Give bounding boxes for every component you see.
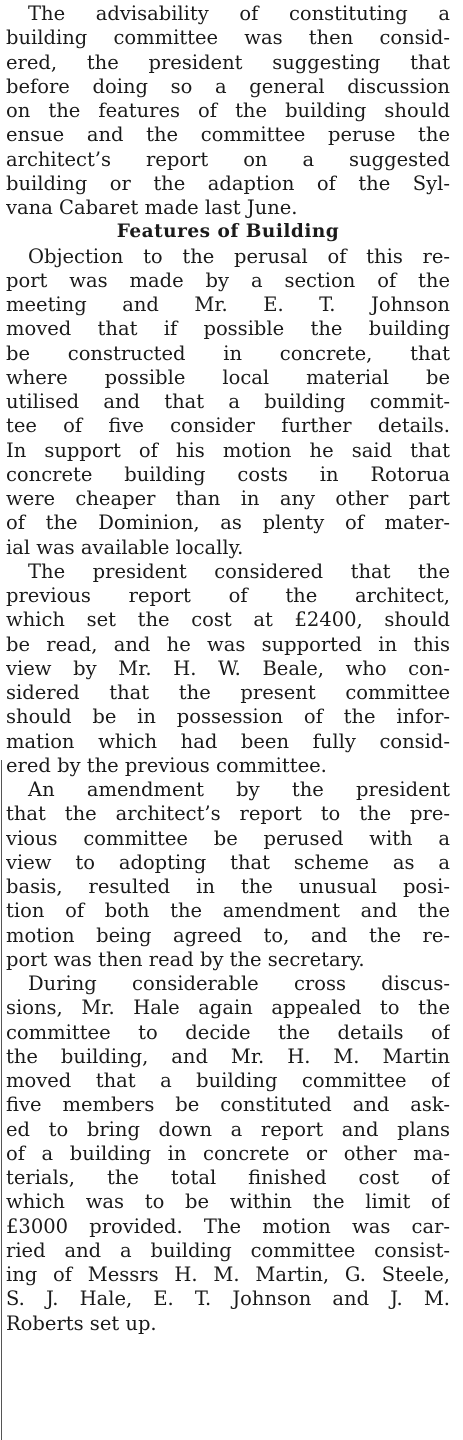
text-line: previous report of the architect, bbox=[6, 584, 450, 607]
text-line: S. J. Hale, E. T. Johnson and J. M. bbox=[6, 1287, 450, 1311]
text-line: Roberts set up. bbox=[6, 1311, 157, 1335]
section-heading: Features of Building bbox=[116, 221, 340, 243]
text-line: of a building in concrete or other ma- bbox=[6, 1141, 450, 1165]
paragraph bbox=[6, 972, 450, 1336]
text-line: vious committee be perused with a bbox=[6, 826, 450, 850]
paragraph bbox=[6, 560, 450, 778]
text-line: view by Mr. H. W. Beale, who con- bbox=[6, 656, 450, 680]
text-line: terials, the total finished cost of bbox=[6, 1166, 450, 1189]
text-line: of the Dominion, as plenty of mater- bbox=[6, 511, 450, 535]
text-line: port was then read by the secretary. bbox=[6, 947, 365, 971]
text-line: concrete building costs in Rotorua bbox=[6, 462, 450, 486]
text-line: sidered that the present committee bbox=[6, 681, 450, 704]
paragraph bbox=[6, 2, 450, 220]
text-line: In support of his motion he said that bbox=[6, 438, 450, 462]
text-line: committee to decide the details of bbox=[6, 1020, 450, 1044]
text-line: ered by the previous committee. bbox=[6, 753, 327, 777]
text-line: The president considered that the bbox=[28, 559, 450, 583]
text-line: ensue and the committee peruse the bbox=[6, 123, 450, 147]
text-line: were cheaper than in any other part bbox=[6, 487, 450, 510]
text-line: which set the cost at £2400, should bbox=[6, 608, 450, 632]
text-line: before doing so a general discussion bbox=[6, 74, 450, 98]
text-line: An amendment by the president bbox=[28, 778, 450, 801]
text-line: meeting and Mr. E. T. Johnson bbox=[6, 293, 450, 316]
text-line: motion being agreed to, and the re- bbox=[6, 923, 450, 947]
text-line: port was made by a section of the bbox=[6, 268, 450, 292]
text-line: be read, and he was supported in this bbox=[6, 632, 450, 656]
text-line: moved that a building committee of bbox=[6, 1069, 450, 1092]
text-line: ed to bring down a report and plans bbox=[6, 1117, 450, 1141]
article-column bbox=[6, 0, 450, 1440]
text-line: tion of both the amendment and the bbox=[6, 899, 450, 923]
text-line: five members be constituted and ask- bbox=[6, 1093, 450, 1117]
text-line: basis, resulted in the unusual posi- bbox=[6, 875, 450, 898]
paragraph bbox=[6, 778, 450, 972]
text-line: the building, and Mr. H. M. Martin bbox=[6, 1044, 450, 1068]
text-line: sions, Mr. Hale again appealed to the bbox=[6, 996, 450, 1020]
text-line: which was to be within the limit of bbox=[6, 1190, 450, 1214]
text-line: ial was available locally. bbox=[6, 535, 244, 559]
text-line: ing of Messrs H. M. Martin, G. Steele, bbox=[6, 1263, 450, 1286]
text-line: ried and a building committee consist- bbox=[6, 1238, 450, 1262]
text-line: utilised and that a building commit- bbox=[6, 390, 450, 413]
text-line: building or the adaption of the Syl- bbox=[6, 171, 450, 195]
text-line: moved that if possible the building bbox=[6, 317, 450, 341]
text-line: During considerable cross discus- bbox=[28, 972, 450, 995]
paragraph bbox=[6, 245, 450, 560]
text-line: where possible local material be bbox=[6, 365, 450, 389]
text-line: The advisability of constituting a bbox=[28, 2, 450, 25]
text-line: vana Cabaret made last June. bbox=[6, 196, 298, 219]
text-line: architect’s report on a suggested bbox=[6, 147, 450, 171]
text-line: view to adopting that scheme as a bbox=[6, 850, 450, 874]
text-line: Objection to the perusal of this re- bbox=[28, 244, 450, 268]
text-line: ered, the president suggesting that bbox=[6, 50, 450, 74]
text-line: mation which had been fully consid- bbox=[6, 729, 450, 753]
text-line: should be in possession of the infor- bbox=[6, 705, 450, 729]
text-line: £3000 provided. The motion was car- bbox=[6, 1214, 450, 1238]
text-line: building committee was then consid- bbox=[6, 26, 450, 50]
column-rule bbox=[1, 760, 2, 1440]
text-line: on the features of the building should bbox=[6, 99, 450, 122]
text-line: be constructed in concrete, that bbox=[6, 341, 450, 365]
text-line: tee of five consider further details. bbox=[6, 414, 450, 438]
text-line: that the architect’s report to the pre- bbox=[6, 802, 450, 826]
